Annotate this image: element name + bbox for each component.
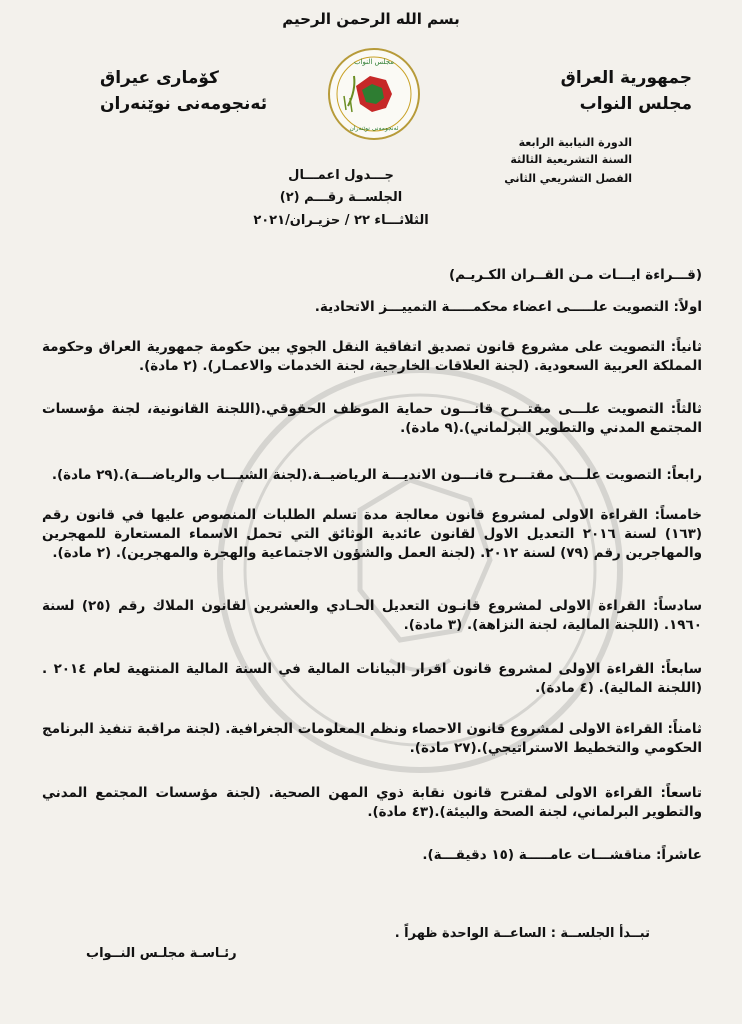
- basmala: بسم الله الرحمن الرحيم: [282, 10, 460, 28]
- country-name-kurdish: كۆمارى عیراق: [100, 68, 219, 88]
- session-date: الثلاثـــاء ٢٢ / حزيـران/٢٠٢١: [253, 213, 429, 228]
- agenda-item-5: خامساً: القراءة الاولى لمشروع قانون معالجة مدة تسلم الطلبات المنصوص عليها في قانون رقم (١٦٣) لسنة ٢٠١٦ التعديل الاول لقانون عائدية الوثائق التي تحمل الاسماء المستعارة للمهجرين والمهاجرين رقم (٧٩) لسنة ٢٠١٢. (لجنة العمل والشؤون الاجتماعية والهجرة والمهجرين). (٢ مادة).: [42, 507, 702, 561]
- parliament-logo-icon: [326, 46, 422, 142]
- session-number: الجلســة رقـــم (٢): [279, 190, 403, 205]
- session-line-2: السنة التشريعية الثالثة: [510, 153, 632, 166]
- agenda-item-quran: (قـــراءة ايـــات مـن القــران الكـريـم): [448, 267, 702, 283]
- agenda-item-10: عاشراً: مناقشـــات عامـــــة (١٥ دقيقـــة).: [422, 847, 702, 863]
- agenda-title: جـــدول اعمـــال: [288, 168, 394, 183]
- agenda-item-4: رابعاً: التصويت علـــى مقتـــرح قانـــون الانديـــة الرياضيــة.(لجنة الشبـــاب والرياضـــة).(٢٩ مادة).: [51, 467, 702, 483]
- logo-top-text: مجلس النواب: [353, 58, 395, 66]
- agenda-item-3: ثالثاً: التصويت علـــى مقتــرح قانـــون حماية الموظف الحقوقي.(اللجنة القانونية، لجنة مؤسسات المجتمع المدني والتطوير البرلماني).(٩ مادة).: [42, 401, 702, 436]
- signature: رئـاسـة مجلـس النــواب: [86, 946, 237, 961]
- session-line-3: الفصل التشريعي الثاني: [504, 172, 632, 185]
- agenda-item-1: اولاً: التصويت علـــــى اعضاء محكمـــــة التمييـــز الاتحادية.: [314, 299, 702, 315]
- council-name-kurdish: ئەنجومەنى نوێنەران: [100, 94, 268, 114]
- agenda-item-9: تاسعاً: القراءة الاولى لمقترح قانون نقابة ذوي المهن الصحية. (لجنة مؤسسات المجتمع المدني والتطوير البرلماني، لجنة الصحة والبيئة).(٤٣ مادة).: [42, 785, 702, 820]
- session-start-time: تبــدأ الجلســة : الساعــة الواحدة ظهراً .: [394, 926, 650, 941]
- council-name: مجلس النواب: [579, 94, 692, 114]
- agenda-item-8: ثامناً: القراءة الاولى لمشروع قانون الاحصاء ونظم المعلومات الجغرافية. (لجنة مراقبة تنفيذ البرنامج الحكومي والتخطيط الاستراتيجي).(٢٧ مادة).: [42, 721, 702, 756]
- logo-bottom-text: ئەنجومەنی نوێنەران: [349, 125, 399, 132]
- agenda-item-6: سادساً: القراءة الاولى لمشروع قانـون التعديل الحـادي والعشرين لقانون الملاك رقم (٢٥) لسنة ١٩٦٠. (اللجنة المالية، لجنة النزاهة). (٣ مادة).: [42, 598, 702, 633]
- country-name: جمهورية العراق: [560, 68, 692, 88]
- agenda-item-7: سابعاً: القراءة الاولى لمشروع قانون اقرار البيانات المالية في السنة المالية المنتهية لعام ٢٠١٤ . (اللجنة المالية). (٤ مادة).: [42, 661, 702, 696]
- agenda-item-2: ثانياً: التصويت على مشروع قانون تصديق اتفاقية النقل الجوي بين حكومة جمهورية العراق وحكومة المملكة العربية السعودية. (لجنة العلاقات الخارجية، لجنة الخدمات والاعمـار). (٢ مادة).: [42, 339, 702, 374]
- session-line-1: الدورة النيابية الرابعة: [518, 136, 632, 149]
